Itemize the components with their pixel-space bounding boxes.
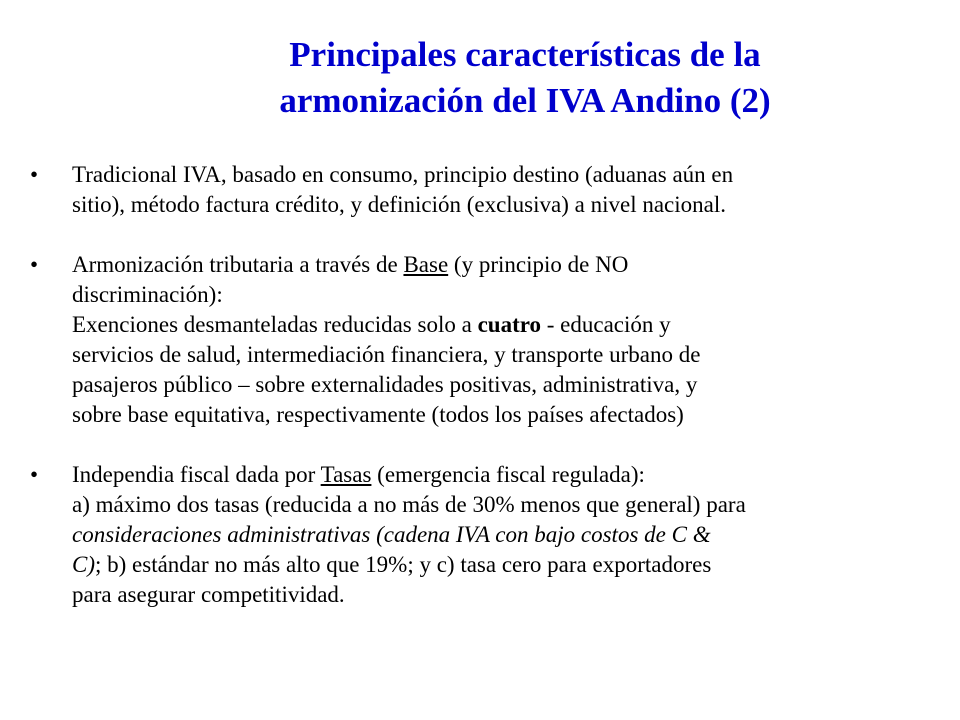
bullet3-line-4 <box>72 550 945 580</box>
bullet-item-tasas <box>30 460 945 610</box>
base-underlined: Base <box>403 252 449 277</box>
bullet3-post: (emergencia fiscal regulada): <box>371 462 645 487</box>
slide-title <box>0 32 960 124</box>
exemptions-pre: Exenciones desmanteladas reducidas solo a <box>72 312 478 337</box>
bullet-dot: • <box>30 462 39 487</box>
bullet-dot: • <box>30 252 39 277</box>
bullet2-line-2: discriminación): <box>72 282 223 307</box>
tasas-underlined: Tasas <box>320 462 372 487</box>
bullet1-line-2: sitio), método factura crédito, y definición (exclusiva) a nivel nacional. <box>72 192 726 217</box>
bullet3-line-1 <box>72 460 945 490</box>
exemptions-post: - educación y <box>541 312 671 337</box>
bullet-item-iva-tradicional <box>30 160 945 220</box>
bullet3-line4-rest: ; b) estándar no más alto que 19%; y c) tasa cero para exportadores <box>95 552 712 577</box>
bullet-item-armonizacion-base <box>30 250 945 430</box>
title-line-2: armonización del IVA Andino (2) <box>279 81 771 120</box>
bullet3-pre: Independia fiscal dada por <box>72 462 321 487</box>
bullet3-italic-c: C) <box>72 552 95 577</box>
bullet2-line-1 <box>72 250 945 280</box>
bullet2-pre: Armonización tributaria a través de <box>72 252 404 277</box>
bullet2-line-6: sobre base equitativa, respectivamente (todos los países afectados) <box>72 402 684 427</box>
bullet3-line-5: para asegurar competitividad. <box>72 582 345 607</box>
bullet2-post: (y principio de NO <box>448 252 629 277</box>
bullet2-line-4: servicios de salud, intermediación financiera, y transporte urbano de <box>72 342 701 367</box>
bullet-dot: • <box>30 162 39 187</box>
bullet3-line-2: a) máximo dos tasas (reducida a no más de 30% menos que general) para <box>72 492 746 517</box>
bullet2-line-3 <box>72 310 945 340</box>
bullet1-line-1: Tradicional IVA, basado en consumo, principio destino (aduanas aún en <box>72 162 734 187</box>
exemptions-count: cuatro <box>477 312 542 337</box>
title-line-1: Principales características de la <box>289 35 761 74</box>
bullet2-line-5: pasajeros público – sobre externalidades positivas, administrativa, y <box>72 372 698 397</box>
bullet3-line-3: consideraciones administrativas (cadena IVA con bajo costos de C & <box>72 522 711 547</box>
bullet-list <box>30 160 945 610</box>
